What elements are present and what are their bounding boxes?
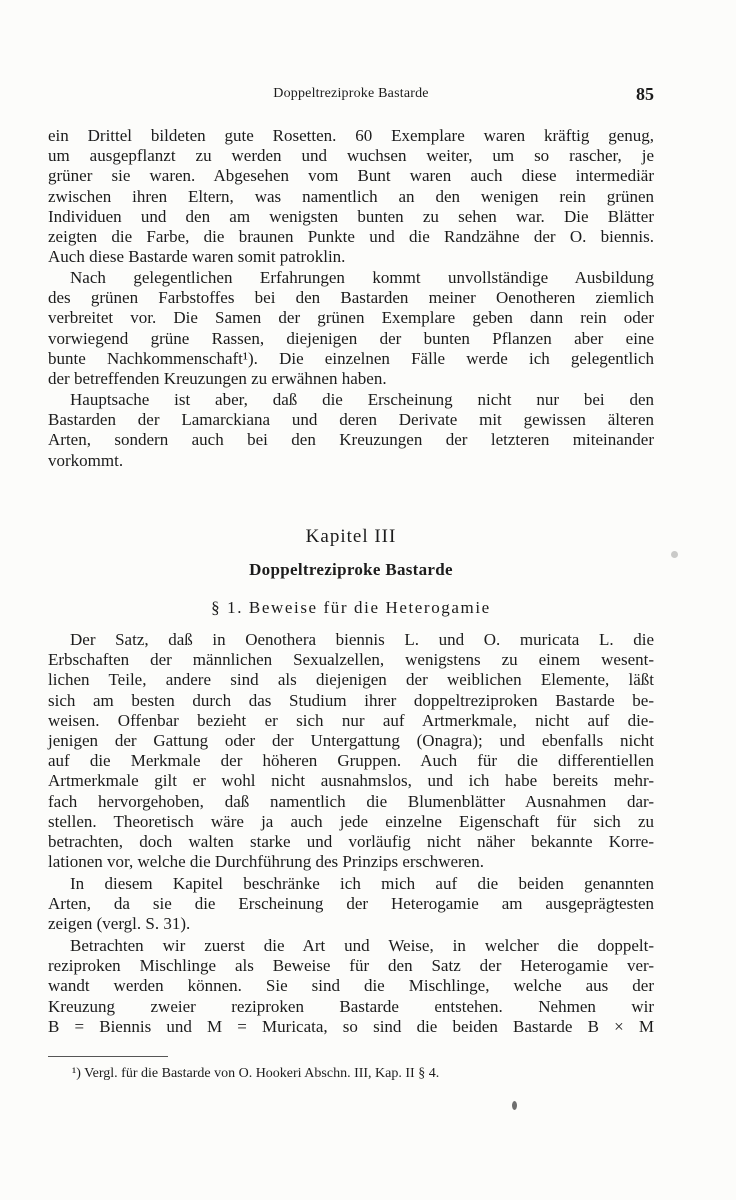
text-line: Hauptsache ist aber, daß die Erscheinung nicht nur bei den	[70, 390, 654, 409]
text-line: verbreitet vor. Die Samen der grünen Exemplare geben dann rein oder	[48, 308, 654, 328]
text-line: B = Biennis und M = Muricata, so sind die beiden Bastarde B × M	[48, 1016, 654, 1036]
text-line: stellen. Theoretisch wäre ja auch jede einzelne Eigenschaft für sich zu	[48, 811, 654, 831]
paragraph-5	[48, 874, 654, 935]
chapter-title: Doppeltreziproke Bastarde	[249, 560, 453, 579]
text-line: Bastarden der Lamarckiana und deren Derivate mit gewissen älteren	[48, 410, 654, 430]
text-line: Betrachten wir zuerst die Art und Weise, in welcher die doppelt-	[70, 936, 654, 955]
text-line: vorkommt.	[48, 450, 124, 470]
chapter-label: Kapitel III	[305, 526, 397, 547]
text-line: Arten, da sie die Erscheinung der Heterogamie am ausgeprägtesten	[48, 894, 654, 914]
page-number: 85	[636, 84, 654, 104]
text-line: betrachten, doch walten starke und vorläufig nicht näher bekannte Korre-	[48, 831, 654, 851]
text-line: Der Satz, daß in Oenothera biennis L. und O. muricata L. die	[70, 630, 654, 649]
text-line: vorwiegend grüne Rassen, diejenigen der bunten Pflanzen aber eine	[48, 328, 654, 348]
text-line: lichen Teile, andere sind als diejenigen der weiblichen Elemente, läßt	[48, 670, 654, 690]
text-line: Auch diese Bastarde waren somit patroklin.	[48, 247, 346, 267]
text-line: wandt werden können. Sie sind die Mischlinge, welche aus der	[48, 976, 654, 996]
text-line: In diesem Kapitel beschränke ich mich auf die beiden genannten	[70, 874, 654, 893]
text-line: Arten, sondern auch bei den Kreuzungen der letzteren miteinander	[48, 430, 654, 450]
text-line: Artmerkmale gilt er wohl nicht ausnahmslos, und ich habe bereits mehr-	[48, 771, 654, 791]
footnote: ¹) Vergl. für die Bastarde von O. Hookeri Abschn. III, Kap. II § 4.	[72, 1066, 440, 1081]
text-line: um ausgepflanzt zu werden und wuchsen weiter, um so rascher, je	[48, 146, 654, 166]
scan-speck	[512, 1101, 517, 1110]
text-line: fach hervorgehoben, daß namentlich die Blumenblätter Ausnahmen dar-	[48, 791, 654, 811]
text-line: auf die Merkmale der höheren Gruppen. Auch für die differentiellen	[48, 751, 654, 771]
text-line: ein Drittel bildeten gute Rosetten. 60 Exemplare waren kräftig genug,	[48, 126, 654, 145]
text-line: der betreffenden Kreuzungen zu erwähnen haben.	[48, 368, 387, 388]
text-line: Erbschaften der männlichen Sexualzellen, wenigstens zu einem wesent-	[48, 650, 654, 670]
text-line: Kreuzung zweier reziproken Bastarde entstehen. Nehmen wir	[48, 996, 654, 1016]
paragraph-3	[48, 390, 654, 471]
footnote-rule	[48, 1056, 168, 1057]
paragraph-2	[48, 268, 654, 389]
paragraph-6	[48, 936, 654, 1037]
text-line: sich am besten durch das Studium ihrer doppeltreziproken Bastarde be-	[48, 690, 654, 710]
text-line: lationen vor, welche die Durchführung des Prinzips erschweren.	[48, 852, 484, 872]
text-line: bunte Nachkommenschaft¹). Die einzelnen Fälle werde ich gelegentlich	[48, 348, 654, 368]
text-line: des grünen Farbstoffes bei den Bastarden meiner Oenotheren ziemlich	[48, 288, 654, 308]
text-line: Nach gelegentlichen Erfahrungen kommt unvollständige Ausbildung	[70, 268, 654, 287]
text-line: zwischen ihren Eltern, was namentlich an den wenigen rein grünen	[48, 186, 654, 206]
paragraph-1	[48, 126, 654, 267]
paragraph-4	[48, 630, 654, 872]
running-header	[48, 84, 654, 106]
text-line: zeigen (vergl. S. 31).	[48, 914, 191, 934]
scan-speck	[671, 551, 678, 558]
text-line: zeigten die Farbe, die braunen Punkte und die Randzähne der O. biennis.	[48, 226, 654, 246]
text-line: weisen. Offenbar bezieht er sich nur auf Artmerkmale, nicht auf die-	[48, 710, 654, 730]
text-line: jenigen der Gattung oder der Untergattung (Onagra); und ebenfalls nicht	[48, 730, 654, 750]
text-line: Individuen und den am wenigsten bunten zu sehen war. Die Blätter	[48, 206, 654, 226]
text-line: grüner sie waren. Abgesehen vom Bunt waren auch diese intermediär	[48, 166, 654, 186]
running-title: Doppeltreziproke Bastarde	[273, 86, 429, 101]
section-heading: § 1. Beweise für die Heterogamie	[211, 598, 491, 617]
text-line: reziproken Mischlinge als Beweise für den Satz der Heterogamie ver-	[48, 956, 654, 976]
